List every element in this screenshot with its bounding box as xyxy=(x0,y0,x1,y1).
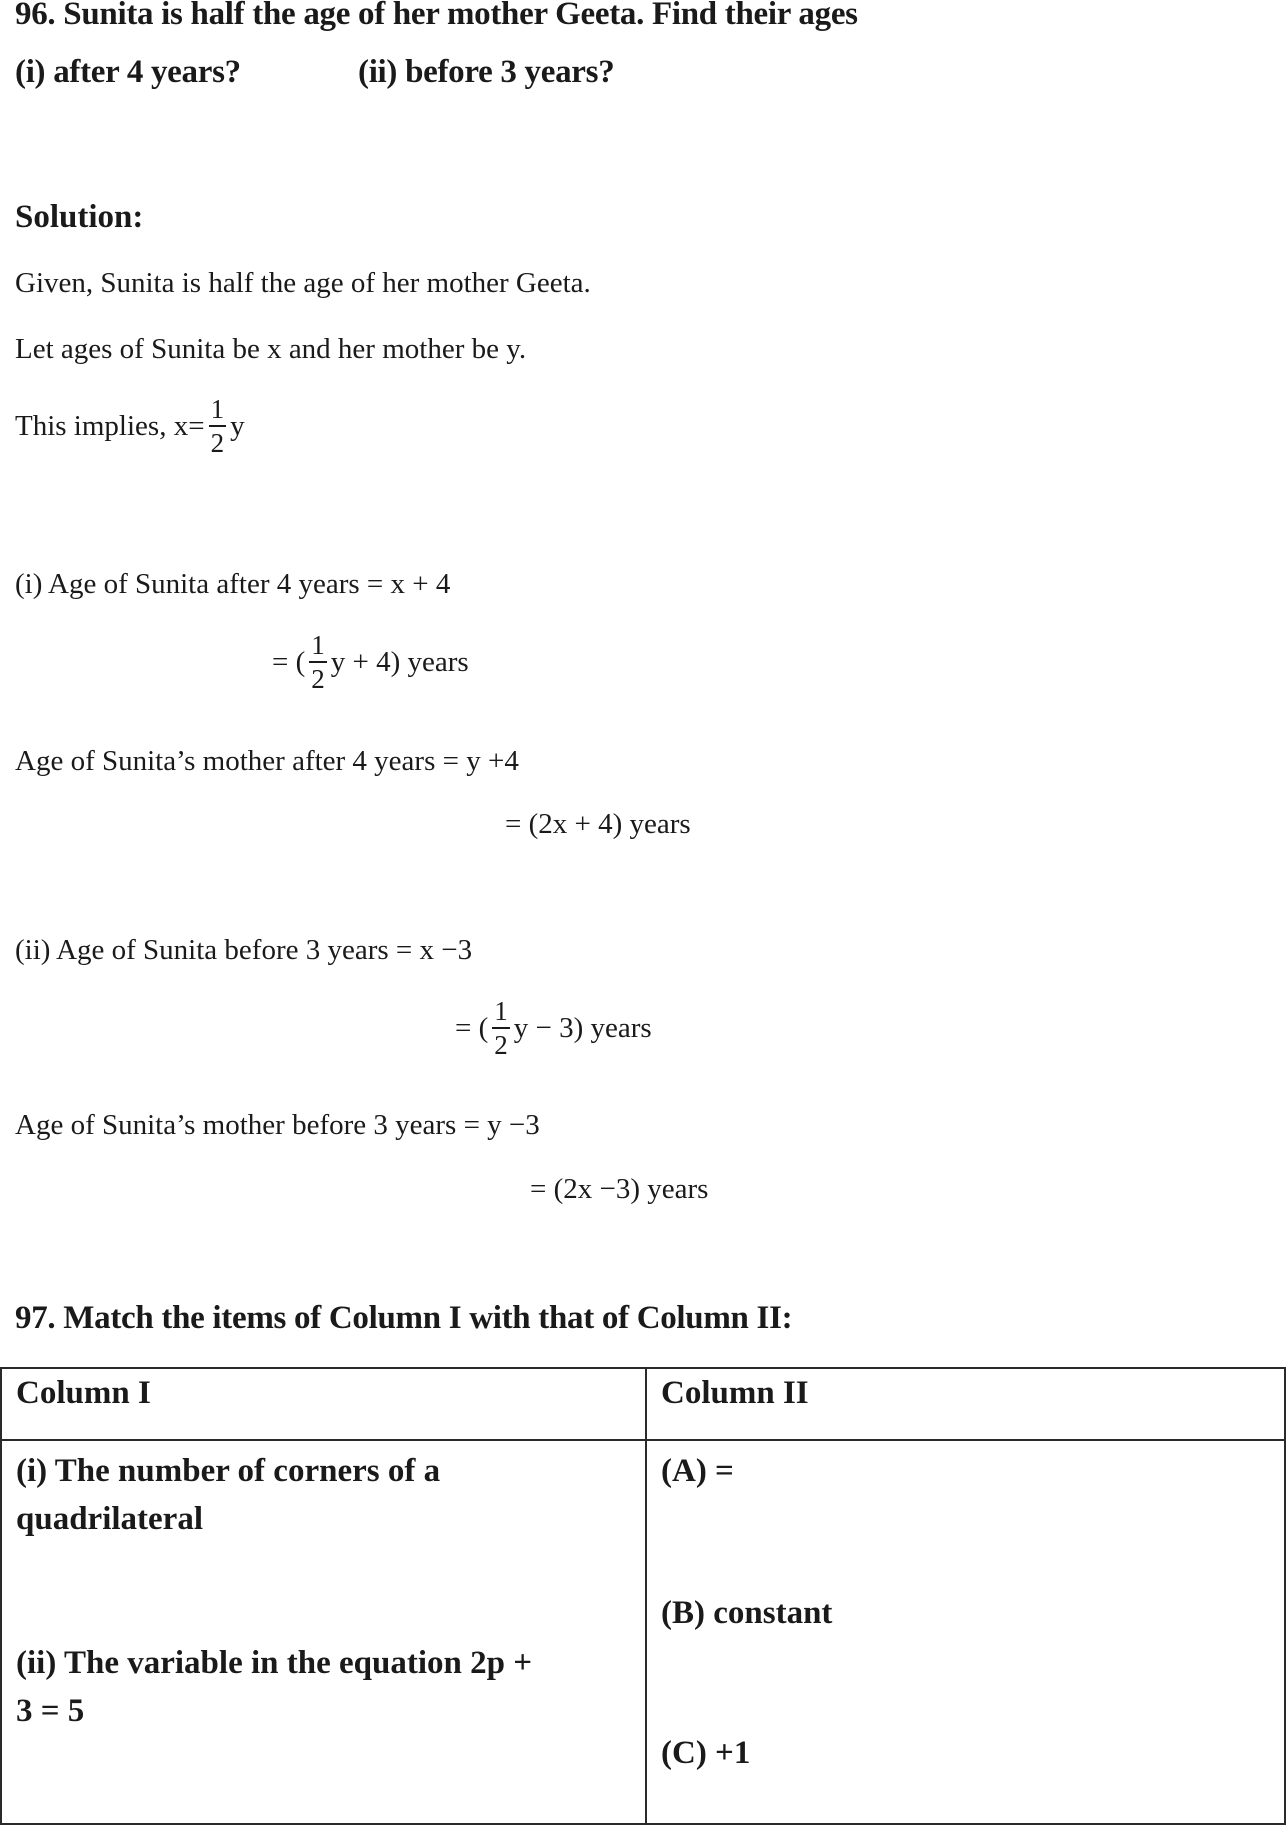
question-96-part-ii: (ii) before 3 years? xyxy=(358,54,615,90)
fraction-one-half xyxy=(309,632,327,693)
spacer xyxy=(661,1637,1270,1685)
part-ii-mother-result: = (2x −3) years xyxy=(530,1173,709,1205)
part-i-mother-result: = (2x + 4) years xyxy=(505,808,691,840)
implies-suffix: y xyxy=(230,410,245,443)
part-ii-sunita-line: (ii) Age of Sunita before 3 years = x −3 xyxy=(15,934,473,966)
fraction-numerator: 1 xyxy=(209,396,227,427)
column-ii-item-a: (A) = xyxy=(661,1453,734,1489)
column-i-item-i-line1: (i) The number of corners of a xyxy=(16,1453,441,1489)
question-96-part-i: (i) after 4 years? xyxy=(15,54,241,90)
part-i-mother-line: Age of Sunita’s mother after 4 years = y +4 xyxy=(15,745,519,777)
spacer xyxy=(16,1543,631,1591)
spacer xyxy=(16,1591,631,1639)
fraction-one-half xyxy=(209,396,227,457)
match-table xyxy=(0,1367,1286,1825)
column-ii-item-c: (C) +1 xyxy=(661,1735,751,1771)
spacer xyxy=(661,1543,1270,1589)
solution-given: Given, Sunita is half the age of her mother Geeta. xyxy=(15,267,591,299)
column-i-item-i-line2: quadrilateral xyxy=(16,1501,203,1537)
solution-implies xyxy=(15,394,245,459)
fraction-numerator: 1 xyxy=(492,998,510,1029)
spacer xyxy=(661,1685,1270,1729)
solution-heading: Solution: xyxy=(15,199,144,235)
header-column-i: Column I xyxy=(1,1368,646,1440)
table-header-row xyxy=(1,1368,1285,1440)
header-column-ii: Column II xyxy=(646,1368,1285,1440)
column-i-item-ii-line2: 3 = 5 xyxy=(16,1693,85,1729)
result-suffix: y − 3) years xyxy=(513,1012,652,1045)
column-ii-item-b: (B) constant xyxy=(661,1595,833,1631)
solution-let: Let ages of Sunita be x and her mother be y. xyxy=(15,333,527,365)
fraction-one-half xyxy=(492,998,510,1059)
part-i-sunita-result xyxy=(272,630,469,695)
result-prefix: = ( xyxy=(455,1012,489,1045)
fraction-denominator: 2 xyxy=(494,1030,508,1060)
question-96-title: 96. Sunita is half the age of her mother Geeta. Find their ages xyxy=(15,0,858,32)
part-i-sunita-line: (i) Age of Sunita after 4 years = x + 4 xyxy=(15,568,451,600)
table-row xyxy=(1,1440,1285,1824)
spacer xyxy=(661,1495,1270,1543)
part-ii-sunita-result xyxy=(455,996,652,1061)
result-suffix: y + 4) years xyxy=(330,646,469,679)
fraction-denominator: 2 xyxy=(210,428,225,458)
column-ii-cell xyxy=(646,1440,1285,1824)
result-prefix: = ( xyxy=(272,646,306,679)
column-i-cell xyxy=(1,1440,646,1824)
part-ii-mother-line: Age of Sunita’s mother before 3 years = y −3 xyxy=(15,1109,540,1141)
column-i-item-ii-line1: (ii) The variable in the equation 2p + xyxy=(16,1645,532,1681)
question-97-title: 97. Match the items of Column I with that of Column II: xyxy=(15,1300,793,1336)
fraction-numerator: 1 xyxy=(309,632,327,663)
implies-prefix: This implies, x= xyxy=(15,410,205,443)
fraction-denominator: 2 xyxy=(311,664,325,694)
